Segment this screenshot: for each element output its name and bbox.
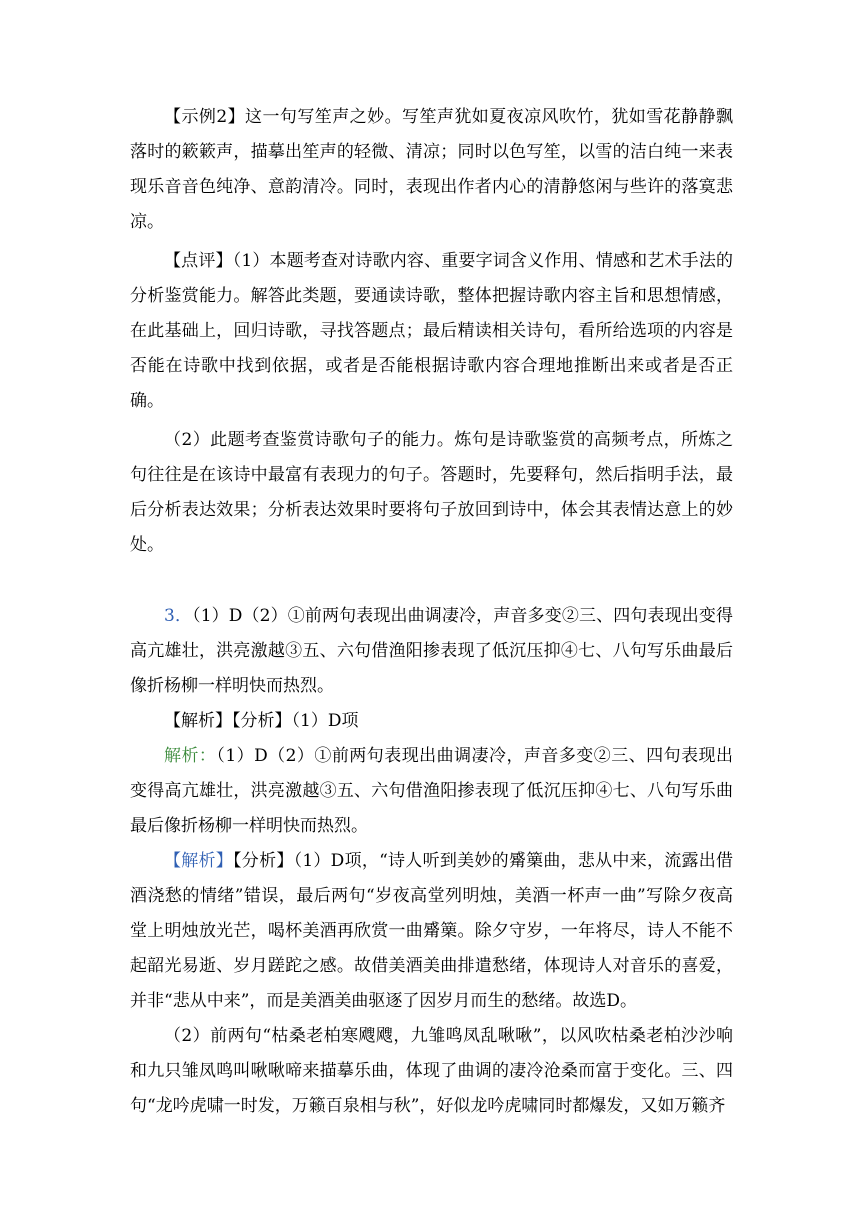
document-body [130, 100, 733, 1124]
paragraph-comment-1: 【点评】（1）本题考查对诗歌内容、重要字词含义作用、情感和艺术手法的分析鉴赏能力。解答此类题，要通读诗歌，整体把握诗歌内容主旨和思想情感，在此基础上，回归诗歌，寻找答题点；最后精读相关诗句，看所给选项的内容是否能在诗歌中找到依据，或者是否能根据诗歌内容合理地推断出来或者是否正确。 [130, 251, 733, 411]
analysis-label: 解析： [164, 746, 217, 766]
question-3-answer [130, 599, 733, 704]
analysis-tag: 【解析】 [164, 851, 234, 871]
paragraph-example-2: 【示例2】这一句写笙声之妙。写笙声犹如夏夜凉风吹竹，犹如雪花静静飘落时的簌簌声，描摹出笙声的轻微、清凉；同时以色写笙，以雪的洁白纯一来表现乐音音色纯净、意韵清冷。同时，表现出作者内心的清静悠闲与些许的落寞悲凉。 [130, 107, 733, 232]
analysis-part-1-text: 【分析】（1）D项，“诗人听到美妙的觱篥曲，悲从中来，流露出借酒浇愁的情绪”错误，最后两句“岁夜高堂列明烛，美酒一杯声一曲”写除夕夜高堂上明烛放光芒，喝杯美酒再欣赏一曲觱篥。除夕守岁，一年将尽，诗人不能不起韶光易逝、岁月蹉跎之感。故借美酒美曲排遣愁绪，体现诗人对音乐的喜爱，并非“悲从中来”，而是美酒美曲驱逐了因岁月而生的愁绪。故选D。 [130, 851, 733, 1011]
question-number: 3． [164, 606, 193, 626]
analysis-heading: 【解析】【分析】（1）D项 [164, 711, 359, 731]
analysis-answer-text: （1）D（2）①前两句表现出曲调凄冷，声音多变②三、四句表现出变得高亢雄壮，洪亮激越③五、六句借渔阳掺表现了低沉压抑④七、八句写乐曲最后像折杨柳一样明快而热烈。 [130, 746, 734, 836]
analysis-answer [130, 739, 733, 844]
section-spacer [130, 563, 733, 599]
analysis-part-1 [130, 844, 733, 1019]
paragraph-comment-2: （2）此题考查鉴赏诗歌句子的能力。炼句是诗歌鉴赏的高频考点，所炼之句往往是在该诗中最富有表现力的句子。答题时，先要释句，然后指明手法，最后分析表达效果；分析表达效果时要将句子放回到诗中，体会其表情达意上的妙处。 [130, 430, 733, 555]
question-3-answer-text: （1）D（2）①前两句表现出曲调凄冷，声音多变②三、四句表现出变得高亢雄壮，洪亮激越③五、六句借渔阳掺表现了低沉压抑④七、八句写乐曲最后像折杨柳一样明快而热烈。 [130, 606, 733, 696]
analysis-part-2: （2）前两句“枯桑老柏寒飕飕，九雏鸣凤乱啾啾”，以风吹枯桑老柏沙沙响和九只雏凤鸣叫啾啾啼来描摹乐曲，体现了曲调的凄冷沧桑而富于变化。三、四句“龙吟虎啸一时发，万籁百泉相与秋”，好似龙吟虎啸同时都爆发，又如万籁齐 [130, 1026, 733, 1116]
